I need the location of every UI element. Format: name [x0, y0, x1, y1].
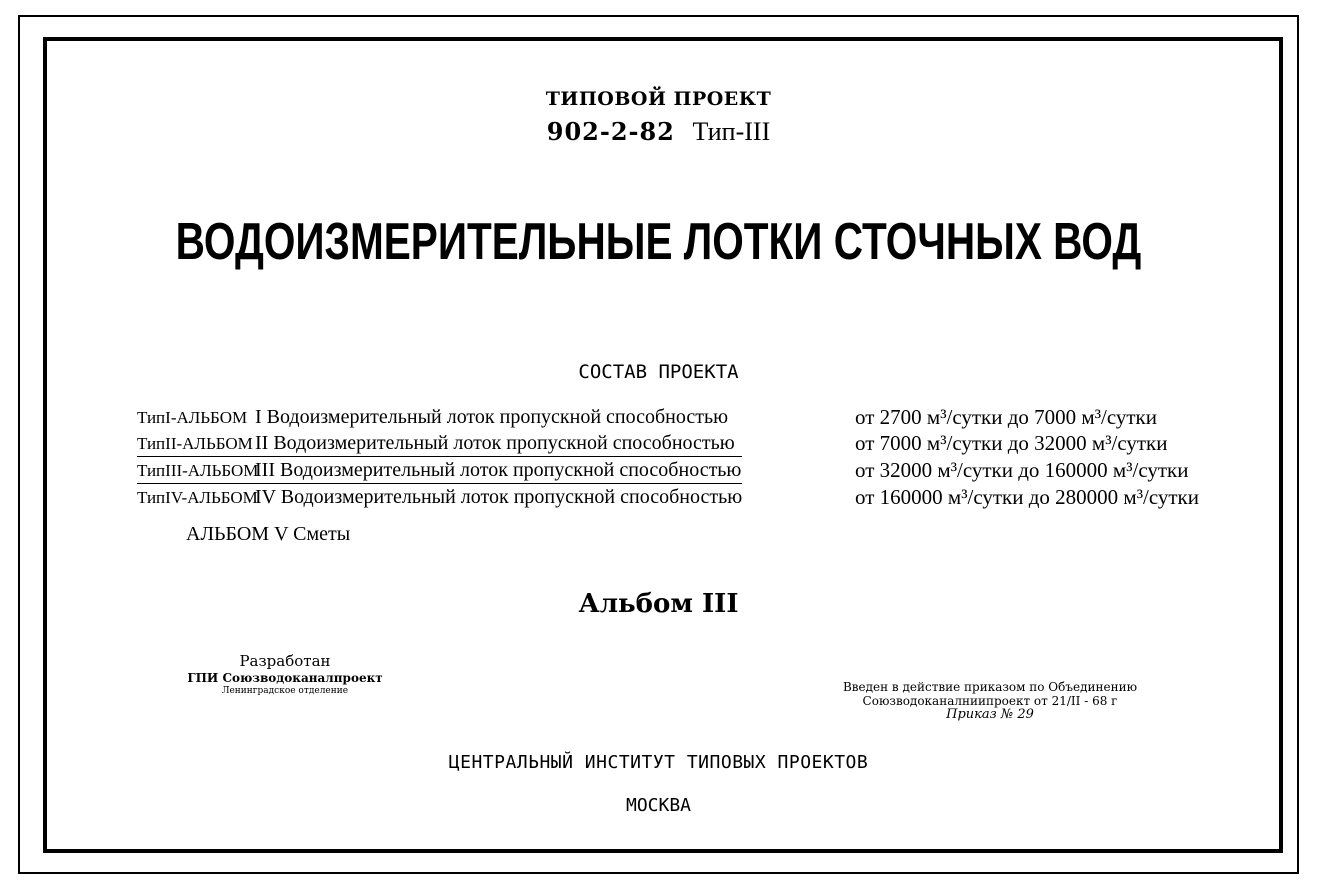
album-extra-estimates: АЛЬБОМ V Сметы [186, 523, 351, 545]
album-heading: Альбом III [578, 589, 739, 619]
album-row-2 [137, 430, 1168, 457]
album-row-type: ТипII-АЛЬБОМ [137, 434, 253, 453]
album-row-capacity: от 32000 м³/сутки до 160000 м³/сутки [855, 458, 1189, 482]
album-row-3 [137, 457, 1189, 484]
album-row-1 [137, 404, 1157, 430]
developer-block [170, 652, 400, 696]
album-row-type: ТипI-АЛЬБОМ [137, 408, 248, 427]
album-row-name: IV Водоизмерительный лоток пропускной способностью [255, 486, 743, 508]
album-row-capacity: от 2700 м³/сутки до 7000 м³/сутки [855, 405, 1157, 429]
project-type: Тип-III [692, 117, 771, 146]
main-title: ВОДОИЗМЕРИТЕЛЬНЫЕ ЛОТКИ СТОЧНЫХ ВОД [175, 213, 1142, 271]
project-label: ТИПОВОЙ ПРОЕКТ [545, 88, 772, 110]
developer-label: Разработан [239, 652, 331, 670]
city-name: МОСКВА [625, 795, 692, 816]
album-row-capacity: от 7000 м³/сутки до 32000 м³/сутки [855, 431, 1168, 455]
introduction-line-2: Союзводоканалниипроект от 21/II - 68 г [862, 694, 1118, 708]
project-number: 902-2-82 [546, 117, 675, 146]
composition-heading: СОСТАВ ПРОЕКТА [578, 361, 739, 383]
developer-branch: Ленинградское отделение [221, 686, 349, 696]
album-row-name: III Водоизмерительный лоток пропускной способностью [255, 459, 742, 481]
developer-org: ГПИ Союзводоканалпроект [187, 671, 383, 685]
project-code-line [0, 117, 1317, 147]
album-row-name: II Водоизмерительный лоток пропускной способностью [255, 432, 735, 454]
institute-name: ЦЕНТРАЛЬНЫЙ ИНСТИТУТ ТИПОВЫХ ПРОЕКТОВ [448, 752, 869, 773]
album-row-name: I Водоизмерительный лоток пропускной способностью [255, 406, 729, 428]
album-row-type: ТипIV-АЛЬБОМ [137, 488, 258, 507]
album-row-capacity: от 160000 м³/сутки до 280000 м³/сутки [855, 485, 1199, 509]
album-row-4 [137, 484, 1199, 510]
order-number: Приказ № 29 [946, 707, 1034, 722]
album-list [137, 404, 1199, 510]
album-row-type: ТипIII-АЛЬБОМ [137, 461, 259, 480]
introduction-line-1: Введен в действие приказом по Объединению [842, 680, 1138, 694]
introduction-block [800, 680, 1180, 722]
